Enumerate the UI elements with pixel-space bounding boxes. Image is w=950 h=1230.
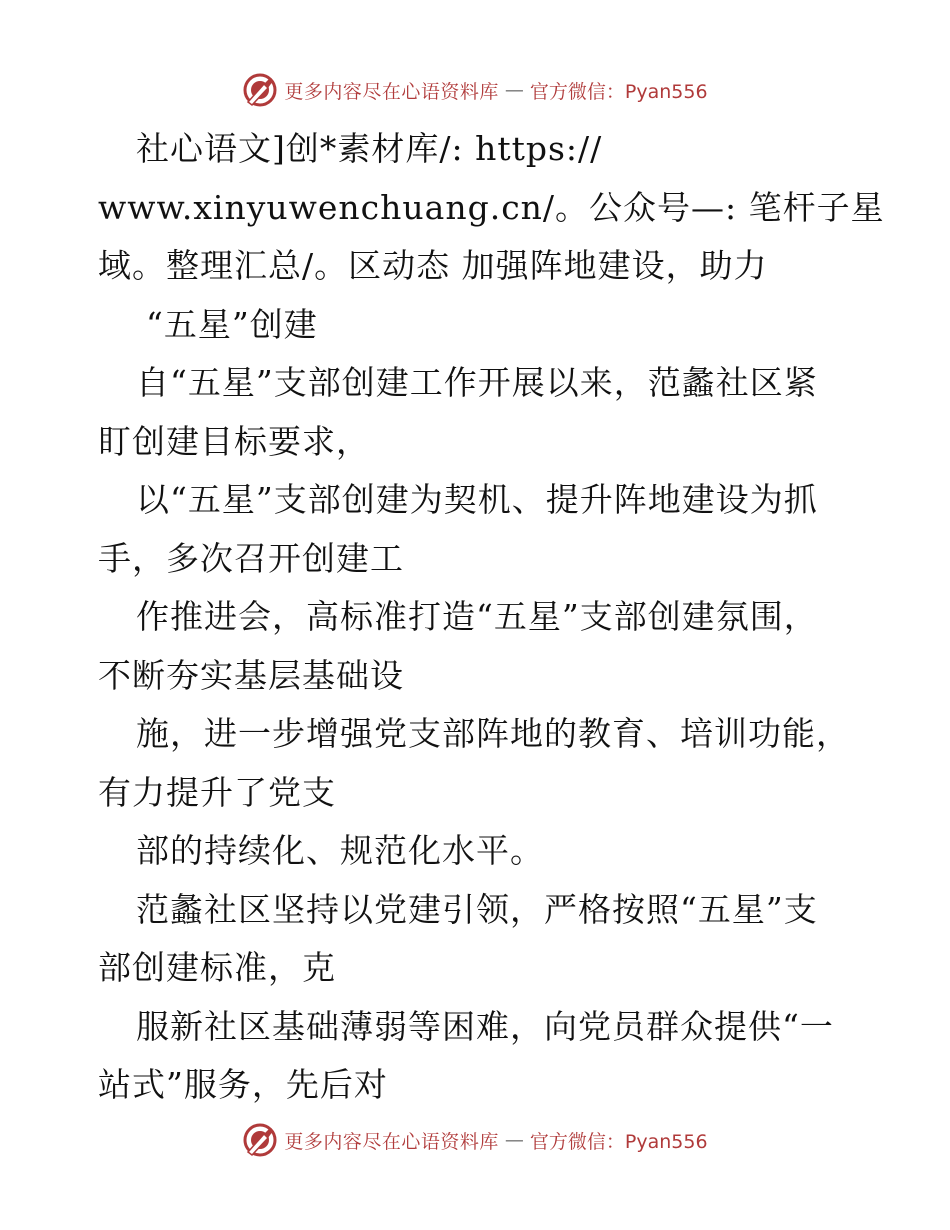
text-line: 以“五星”支部创建为契机、提升阵地建设为抓 [136, 480, 818, 519]
banner-separator: — [504, 79, 524, 101]
banner-title: 更多内容尽在心语资料库 [284, 80, 499, 103]
pen-logo-icon [242, 1122, 278, 1158]
text-line: 盯创建目标要求， [98, 421, 370, 461]
text-line: 域。整理汇总/。区动态 加强阵地建设，助力 [98, 246, 768, 285]
document-body [98, 120, 885, 1115]
text-line: “五星”创建 [146, 304, 318, 344]
text-line: 自“五星”支部创建工作开展以来，范蠡社区紧 [136, 363, 818, 402]
text-line: 手，多次召开创建工 [98, 538, 404, 578]
banner-separator: — [504, 1129, 524, 1151]
text-line: www.xinyuwenchuang.cn/。公众号—: 笔杆子星 [98, 187, 885, 227]
pen-logo-icon [242, 72, 278, 108]
text-line: 施，进一步增强党支部阵地的教育、培训功能， [136, 714, 850, 753]
footer-watermark-banner [0, 1120, 950, 1160]
text-line: 站式”服务，先后对 [98, 1065, 388, 1104]
text-line: 有力提升了党支 [98, 772, 336, 812]
text-line: 不断夯实基层基础设 [98, 655, 404, 695]
banner-wechat: 官方微信：Pyan556 [529, 1130, 708, 1153]
text-line: 社心语文]创*素材库/: https:// [136, 129, 603, 168]
banner-wechat: 官方微信：Pyan556 [529, 80, 708, 103]
text-line: 范蠡社区坚持以党建引领，严格按照“五星”支 [136, 889, 818, 929]
text-line: 部创建标准，克 [98, 948, 336, 987]
header-watermark-banner [0, 70, 950, 110]
banner-title: 更多内容尽在心语资料库 [284, 1130, 499, 1153]
text-line: 作推进会，高标准打造“五星”支部创建氛围， [136, 597, 818, 636]
text-line: 服新社区基础薄弱等困难，向党员群众提供“一 [136, 1006, 834, 1046]
text-line: 部的持续化、规范化水平。 [136, 831, 544, 870]
